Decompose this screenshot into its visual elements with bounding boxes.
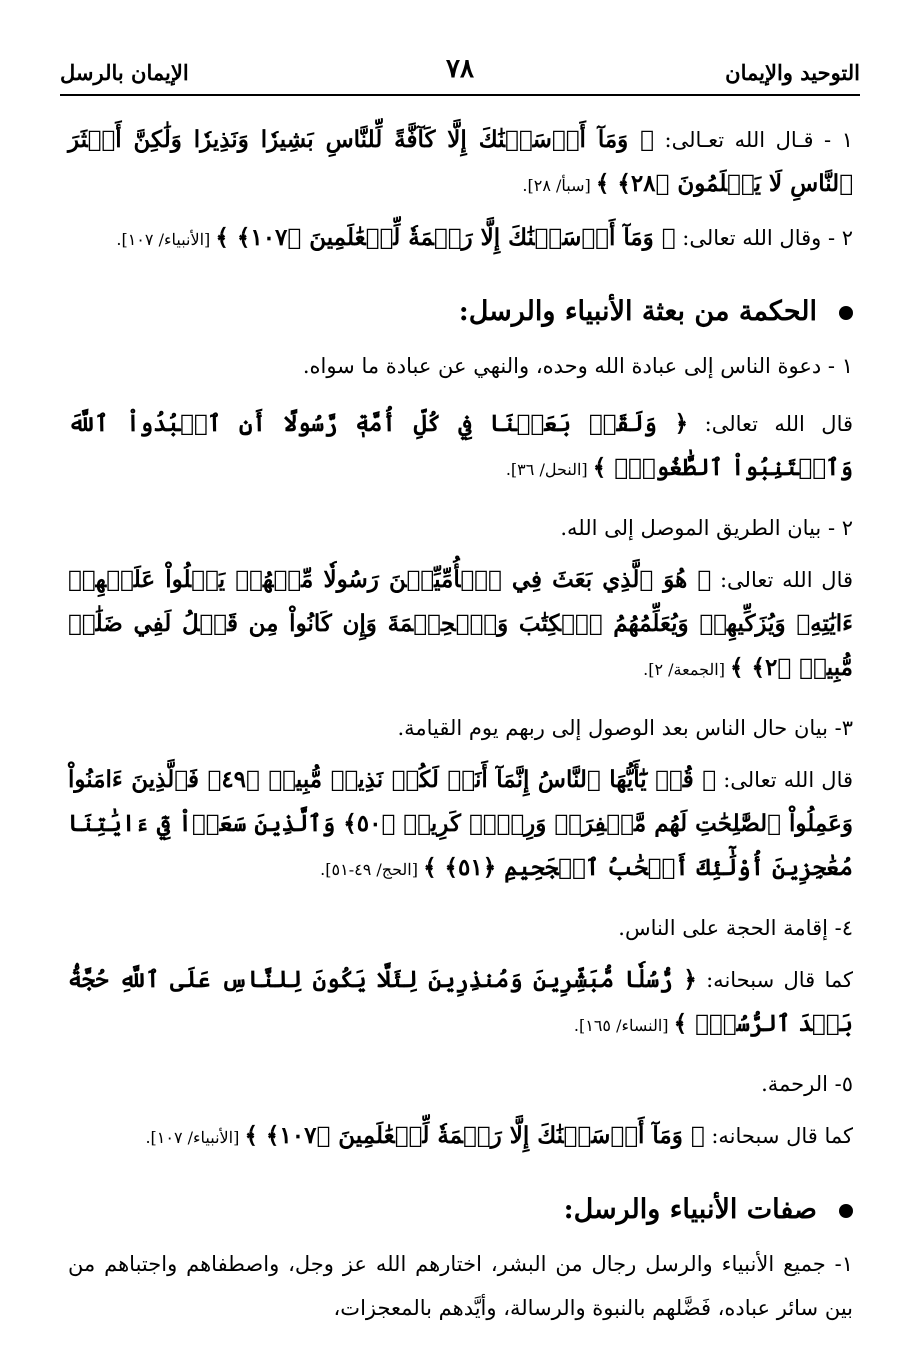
quran-verse: ﴿ وَلَقَدۡ بَعَثۡنَا فِي كُلِّ أُمَّةٖ رَّسُولًا أَنِ ٱعۡبُدُواْ ٱللَّهَ وَٱجۡتَنِبُواْ ٱلطَّٰغُوتَۖ ﴾	[68, 410, 853, 481]
paragraph-text: ٣- بيان حال الناس بعد الوصول إلى ربهم يوم القيامة.	[397, 716, 853, 740]
paragraph-text: ٥- الرحمة.	[761, 1072, 853, 1096]
page-body	[68, 118, 853, 1330]
paragraph	[68, 706, 853, 750]
paragraph-text: كما قال سبحانه:	[704, 1124, 853, 1148]
paragraph	[68, 958, 853, 1048]
paragraph-text: ١ - قـال الله تعـالى:	[653, 128, 853, 152]
paragraph-text: قال الله تعالى:	[711, 568, 853, 592]
quran-verse: ﴿ وَمَآ أَرۡسَلۡنَٰكَ إِلَّا رَحۡمَةٗ لِّلۡعَٰلَمِينَ ﴿١٠٧﴾ ﴾	[244, 1122, 705, 1149]
verse-reference: [الأنبياء/ ١٠٧].	[116, 230, 216, 249]
quran-verse: ﴿ وَمَآ أَرۡسَلۡنَٰكَ إِلَّا رَحۡمَةٗ لِّلۡعَٰلَمِينَ ﴿١٠٧﴾ ﴾	[215, 224, 676, 251]
paragraph	[68, 906, 853, 950]
paragraph-text: قال الله تعالى:	[716, 768, 854, 792]
paragraph-text: قال الله تعالى:	[688, 412, 853, 436]
verse-reference: [النساء/ ١٦٥].	[573, 1016, 674, 1035]
paragraph	[68, 506, 853, 550]
verse-reference: [الحج/ ٤٩-٥١].	[320, 860, 424, 879]
paragraph	[68, 1242, 853, 1330]
verse-reference: [الجمعة/ ٢].	[643, 660, 731, 679]
paragraph	[68, 1062, 853, 1106]
verse-reference: [النحل/ ٣٦].	[505, 460, 593, 479]
paragraph-text: ١- جميع الأنبياء والرسل رجال من البشر، اختارهم الله عز وجل، واصطفاهم واجتباهم من بين سائر عباده، فَضَّلهم بالنبوة والرسالة، وأيَّدهم بالمعجزات،	[68, 1252, 853, 1320]
section-heading-text: صفات الأنبياء والرسل:	[563, 1194, 817, 1225]
section-heading-text: الحكمة من بعثة الأنبياء والرسل:	[458, 296, 817, 327]
paragraph	[68, 118, 853, 208]
quran-verse: ﴿ رُّسُلٗا مُّبَشِّرِينَ وَمُنذِرِينَ لِئَلَّا يَكُونَ لِلنَّاسِ عَلَى ٱللَّهِ حُجَّةُۢ بَعۡدَ ٱلرُّسُلِۚ ﴾	[68, 966, 853, 1037]
paragraph	[68, 344, 853, 388]
running-header	[60, 54, 860, 96]
header-chapter-title: الإيمان بالرسل	[60, 60, 189, 85]
verse-reference: [سبأ/ ٢٨].	[522, 176, 596, 195]
header-book-title: التوحيد والإيمان	[725, 60, 860, 85]
paragraph-text: كما قال سبحانه:	[696, 968, 853, 992]
section-heading	[68, 1188, 853, 1232]
paragraph	[68, 402, 853, 492]
paragraph	[68, 758, 853, 892]
quran-verse: ﴿ هُوَ ٱلَّذِي بَعَثَ فِي ٱلۡأُمِّيِّـۧنَ رَسُولٗا مِّنۡهُمۡ يَتۡلُواْ عَلَيۡهِمۡ ءَايَٰتِهِۦ وَيُزَكِّيهِمۡ وَيُعَلِّمُهُمُ ٱلۡكِتَٰبَ وَٱلۡحِكۡمَةَ وَإِن كَانُواْ مِن قَبۡلُ لَفِي ضَلَٰلٖ مُّبِينٖ ﴿٢﴾ ﴾	[68, 566, 853, 681]
paragraph	[68, 1114, 853, 1160]
paragraph	[68, 216, 853, 262]
verse-reference: [الأنبياء/ ١٠٧].	[145, 1128, 245, 1147]
quran-verse: ﴿ وَمَآ أَرۡسَلۡنَٰكَ إِلَّا كَآفَّةً لِّلنَّاسِ بَشِيرٗا وَنَذِيرٗا وَلَٰكِنَّ أَكۡثَرَ ٱلنَّاسِ لَا يَعۡلَمُونَ ﴿٢٨﴾ ﴾	[68, 126, 853, 197]
paragraph-text: ١ - دعوة الناس إلى عبادة الله وحده، والنهي عن عبادة ما سواه.	[302, 354, 853, 378]
quran-verse: ﴿ قُلۡ يَٰٓأَيُّهَا ٱلنَّاسُ إِنَّمَآ أَنَا۠ لَكُمۡ نَذِيرٞ مُّبِينٞ ﴿٤٩﴾ فَٱلَّذِينَ ءَامَنُواْ وَعَمِلُواْ ٱلصَّٰلِحَٰتِ لَهُم مَّغۡفِرَةٞ وَرِزۡقٞ كَرِيمٞ ﴿٥٠﴾ وَٱلَّذِينَ سَعَوۡاْ فِيٓ ءَايَٰتِنَا مُعَٰجِزِينَ أُوْلَٰٓئِكَ أَصۡحَٰبُ ٱلۡجَحِيمِ ﴿٥١﴾ ﴾	[68, 766, 853, 881]
page-number: ٧٨	[446, 54, 474, 84]
section-heading	[68, 290, 853, 334]
paragraph	[68, 558, 853, 692]
paragraph-text: ٤- إقامة الحجة على الناس.	[618, 916, 853, 940]
bullet-icon	[839, 306, 853, 320]
bullet-icon	[839, 1204, 853, 1218]
paragraph-text: ٢ - وقال الله تعالى:	[675, 226, 853, 250]
paragraph-text: ٢ - بيان الطريق الموصل إلى الله.	[560, 516, 853, 540]
